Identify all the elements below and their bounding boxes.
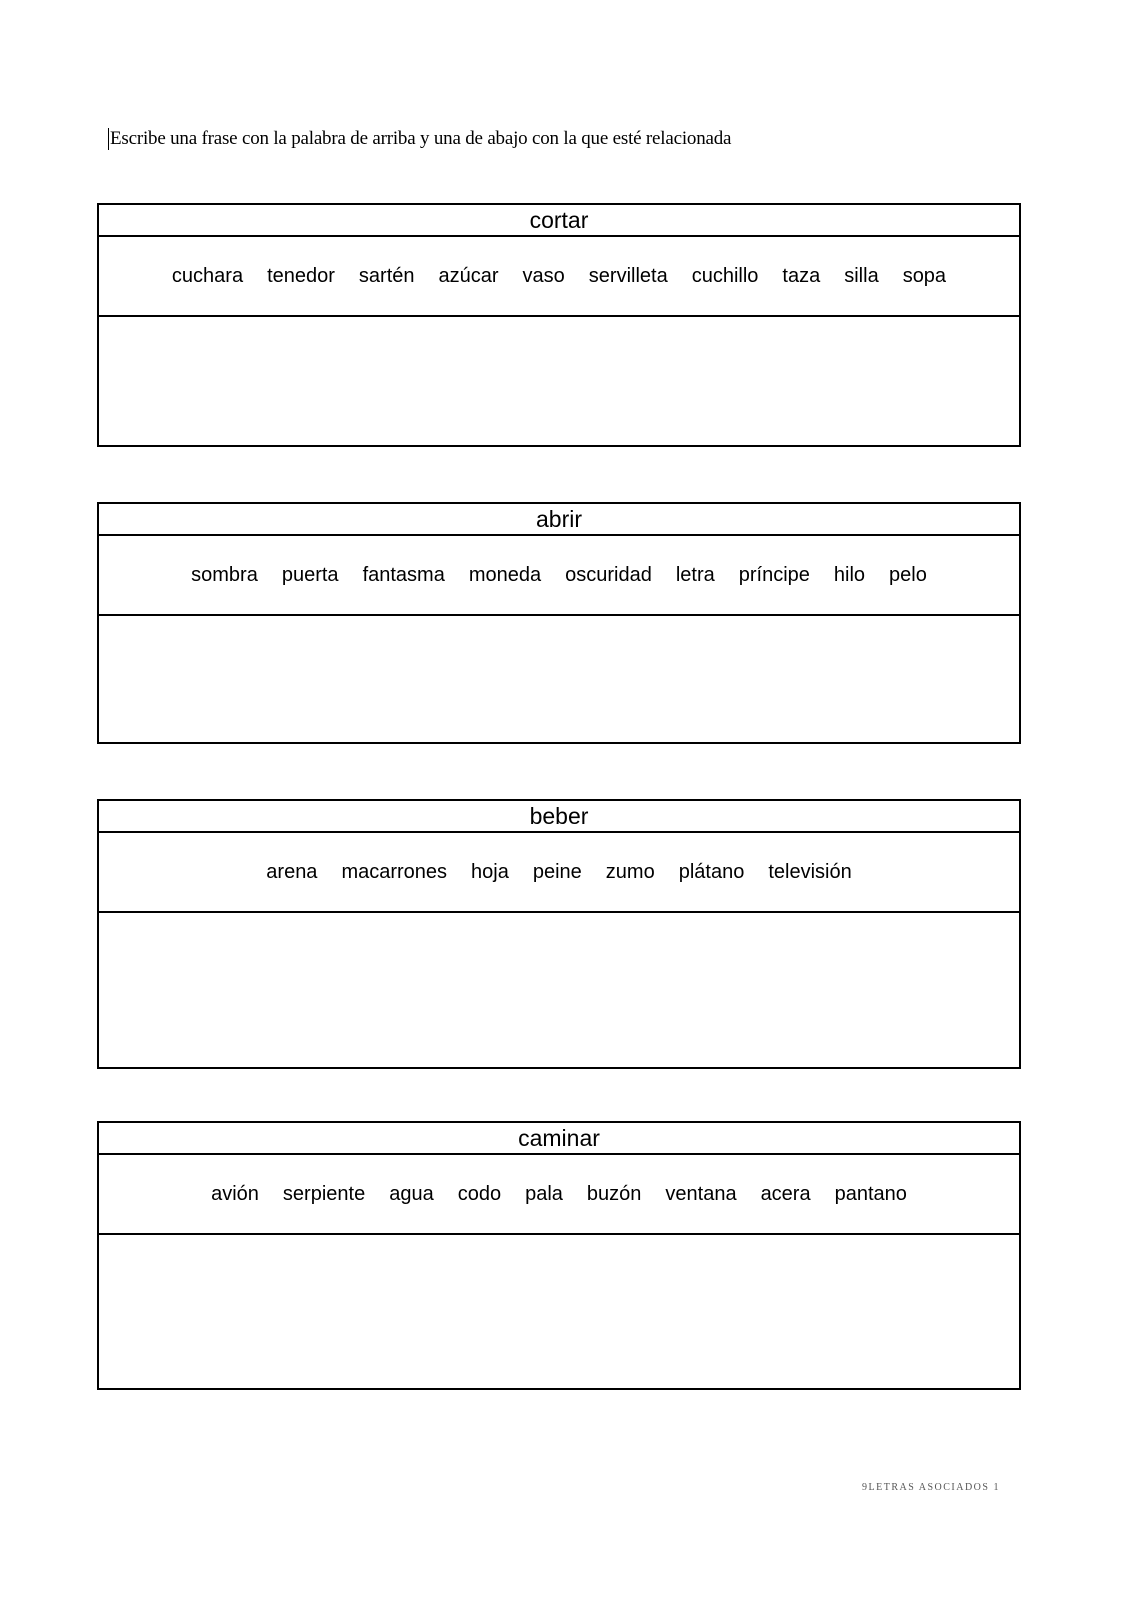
word-option: cuchillo (691, 264, 759, 287)
word-option: tenedor (267, 264, 335, 287)
word-option: sartén (358, 264, 415, 287)
word-option: sombra (191, 563, 258, 586)
word-option: puerta (281, 563, 339, 586)
word-option: letra (675, 563, 715, 586)
word-option: plátano (678, 860, 745, 883)
instruction-text: Escribe una frase con la palabra de arriba y una de abajo con la que esté relacionada (110, 128, 732, 149)
word-option: hilo (833, 563, 866, 586)
word-option: vaso (522, 264, 565, 287)
exercise-block (97, 799, 1021, 1069)
word-option: codo (457, 1182, 502, 1205)
exercise-block (97, 203, 1021, 447)
word-option: azúcar (438, 264, 499, 287)
word-option: agua (389, 1182, 434, 1205)
word-option: silla (844, 264, 879, 287)
word-option: oscuridad (565, 563, 652, 586)
word-option: peine (532, 860, 582, 883)
word-option: arena (266, 860, 318, 883)
word-option: cuchara (171, 264, 244, 287)
word-option: sopa (902, 264, 947, 287)
exercise-verb: beber (99, 801, 1019, 833)
word-option: pelo (889, 563, 927, 586)
word-option: zumo (605, 860, 655, 883)
word-option: televisión (768, 860, 852, 883)
exercise-block (97, 502, 1021, 744)
word-option: fantasma (362, 563, 445, 586)
exercise-verb: abrir (99, 504, 1019, 536)
word-option: macarrones (341, 860, 448, 883)
word-list (99, 536, 1019, 616)
word-list (99, 237, 1019, 317)
exercise-verb: cortar (99, 205, 1019, 237)
word-option: servilleta (588, 264, 668, 287)
word-option: serpiente (282, 1182, 366, 1205)
word-option: pantano (834, 1182, 907, 1205)
word-option: príncipe (738, 563, 810, 586)
exercise-verb: caminar (99, 1123, 1019, 1155)
word-option: moneda (468, 563, 542, 586)
word-list (99, 833, 1019, 913)
word-option: taza (782, 264, 821, 287)
word-option: pala (525, 1182, 563, 1205)
exercise-block (97, 1121, 1021, 1390)
word-list (99, 1155, 1019, 1235)
page-footer: 9LETRAS ASOCIADOS 1 (862, 1482, 1000, 1493)
word-option: acera (760, 1182, 811, 1205)
word-option: hoja (471, 860, 509, 883)
word-option: buzón (586, 1182, 642, 1205)
word-option: avión (211, 1182, 259, 1205)
word-option: ventana (665, 1182, 737, 1205)
